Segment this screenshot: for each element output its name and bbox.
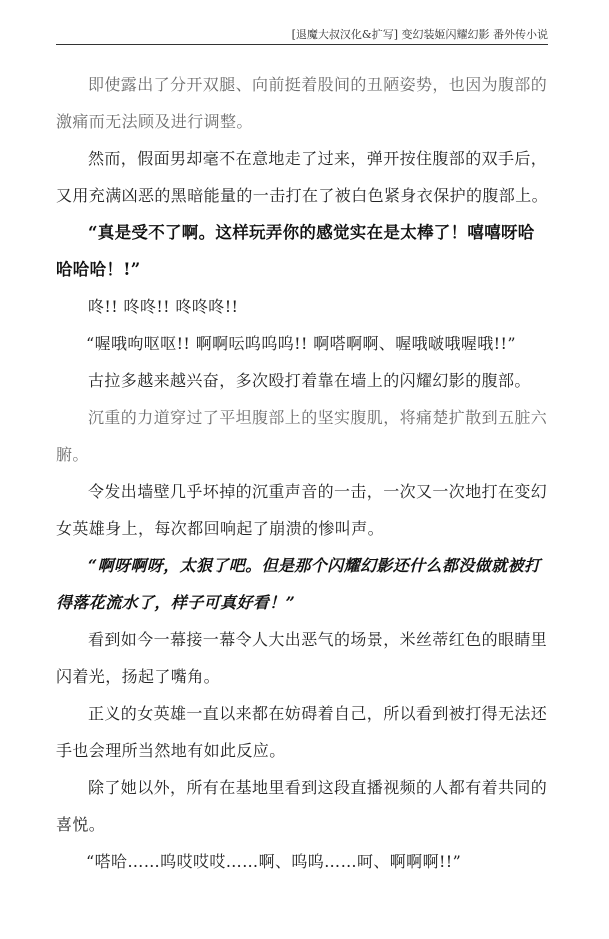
paragraph: 看到如今一幕接一幕令人大出恶气的场景，米丝蒂红色的眼睛里闪着光，扬起了嘴角。 bbox=[56, 630, 548, 686]
sound-effect-line: 咚!! 咚咚!! 咚咚咚!! bbox=[88, 297, 239, 316]
document-body bbox=[56, 66, 548, 880]
paragraph: 然而，假面男却毫不在意地走了过来，弹开按住腹部的双手后，又用充满凶恶的黑暗能量的一击打在了被白色紧身衣保护的腹部上。 bbox=[56, 149, 549, 205]
dialogue-paragraph: “真是受不了啊。这样玩弄你的感觉实在是太棒了！嘻嘻呀哈哈哈哈！!” bbox=[56, 223, 535, 279]
running-header: [退魔大叔汉化&扩写] 变幻装姬闪耀幻影 番外传小说 bbox=[56, 26, 548, 45]
paragraph: 古拉多越来越兴奋，多次殴打着靠在墙上的闪耀幻影的腹部。 bbox=[88, 371, 531, 390]
dialogue-paragraph: “喔哦呴呕呕!! 啊啊呍呜呜呜!! 啊嗒啊啊、喔哦啵哦喔哦!!” bbox=[86, 334, 516, 353]
paragraph: 沉重的力道穿过了平坦腹部上的坚实腹肌，将痛楚扩散到五脏六腑。 bbox=[56, 408, 548, 464]
dialogue-paragraph: “啊呀啊呀，太狠了吧。但是那个闪耀幻影还什么都没做就被打得落花流水了，样子可真好看！” bbox=[56, 556, 541, 612]
paragraph: 除了她以外，所有在基地里看到这段直播视频的人都有着共同的喜悦。 bbox=[56, 778, 548, 834]
dialogue-paragraph: “嗒哈……呜哎哎哎……啊、呜呜……呵、啊啊啊!!” bbox=[86, 852, 462, 871]
paragraph: 正义的女英雄一直以来都在妨碍着自己，所以看到被打得无法还手也会理所当然地有如此反应。 bbox=[56, 704, 548, 760]
paragraph: 令发出墙壁几乎坏掉的沉重声音的一击，一次又一次地打在变幻女英雄身上，每次都回响起了崩溃的惨叫声。 bbox=[56, 482, 548, 538]
paragraph: 即使露出了分开双腿、向前挺着股间的丑陋姿势，也因为腹部的激痛而无法顾及进行调整。 bbox=[56, 75, 548, 131]
